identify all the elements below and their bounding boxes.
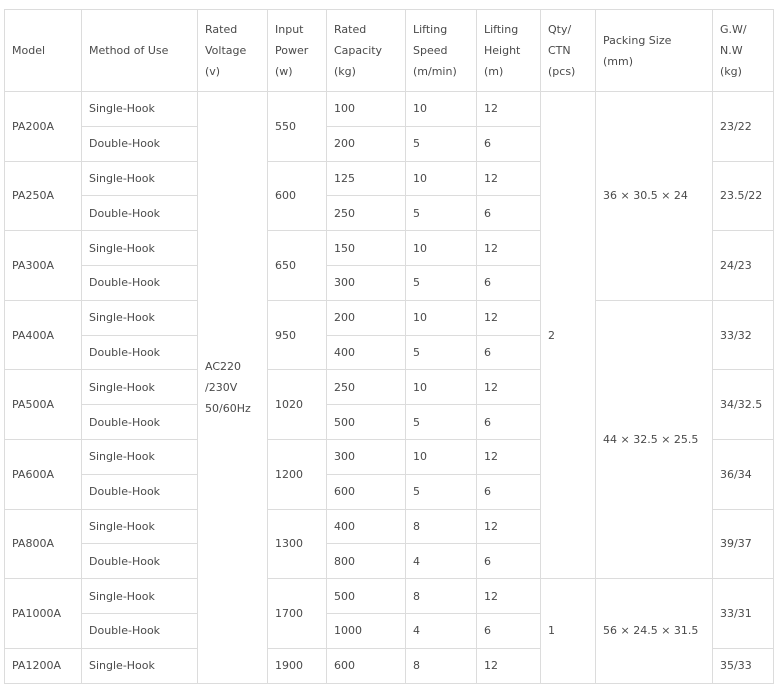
header-qty [541, 10, 596, 92]
height-cell: 12 [477, 161, 541, 196]
header-text: N.W [720, 44, 743, 57]
height-cell: 12 [477, 300, 541, 335]
speed-cell: 5 [406, 196, 477, 231]
header-text: Input [275, 23, 304, 36]
speed-cell: 5 [406, 335, 477, 370]
header-voltage [198, 10, 268, 92]
header-text: (m/min) [413, 65, 457, 78]
voltage-cell [198, 92, 268, 684]
capacity-cell: 600 [327, 648, 406, 683]
height-cell: 12 [477, 648, 541, 683]
voltage-text: AC220 [205, 359, 242, 373]
method-cell: Single-Hook [82, 439, 198, 474]
power-cell: 650 [268, 231, 327, 301]
capacity-cell: 300 [327, 439, 406, 474]
header-text: Method of Use [89, 44, 169, 57]
header-text: Power [275, 44, 309, 57]
header-text: Height [484, 44, 521, 57]
header-height [477, 10, 541, 92]
method-cell: Double-Hook [82, 265, 198, 300]
power-cell: 1700 [268, 579, 327, 649]
speed-cell: 5 [406, 405, 477, 440]
height-cell: 6 [477, 126, 541, 161]
header-text: (kg) [334, 65, 356, 78]
weight-cell: 39/37 [713, 509, 774, 579]
header-text: Rated [334, 23, 367, 36]
table-row [5, 92, 774, 127]
height-cell: 12 [477, 509, 541, 544]
power-cell: 1200 [268, 439, 327, 509]
header-weight [713, 10, 774, 92]
weight-cell: 33/31 [713, 579, 774, 649]
speed-cell: 10 [406, 161, 477, 196]
table-row [5, 579, 774, 614]
header-text: Capacity [334, 44, 383, 57]
method-cell: Double-Hook [82, 544, 198, 579]
capacity-cell: 100 [327, 92, 406, 127]
speed-cell: 8 [406, 648, 477, 683]
weight-cell: 35/33 [713, 648, 774, 683]
method-cell: Double-Hook [82, 335, 198, 370]
speed-cell: 8 [406, 579, 477, 614]
model-cell: PA250A [5, 161, 82, 231]
model-cell: PA400A [5, 300, 82, 370]
header-power [268, 10, 327, 92]
height-cell: 6 [477, 474, 541, 509]
table-body [5, 92, 774, 684]
power-cell: 550 [268, 92, 327, 162]
height-cell: 6 [477, 544, 541, 579]
header-text: Speed [413, 44, 448, 57]
power-cell: 1300 [268, 509, 327, 579]
method-cell: Double-Hook [82, 405, 198, 440]
header-text: (pcs) [548, 65, 576, 78]
method-cell: Single-Hook [82, 509, 198, 544]
weight-cell: 33/32 [713, 300, 774, 370]
packing-size-cell: 44 × 32.5 × 25.5 [596, 300, 713, 578]
weight-cell: 24/23 [713, 231, 774, 301]
method-cell: Single-Hook [82, 231, 198, 266]
capacity-cell: 125 [327, 161, 406, 196]
height-cell: 6 [477, 405, 541, 440]
speed-cell: 8 [406, 509, 477, 544]
speed-cell: 10 [406, 370, 477, 405]
model-cell: PA300A [5, 231, 82, 301]
header-text: Model [12, 44, 46, 57]
height-cell: 6 [477, 335, 541, 370]
speed-cell: 5 [406, 265, 477, 300]
header-text: (mm) [603, 54, 634, 68]
speed-cell: 4 [406, 613, 477, 648]
capacity-cell: 1000 [327, 613, 406, 648]
voltage-text: 50/60Hz [205, 401, 251, 415]
method-cell: Double-Hook [82, 474, 198, 509]
weight-cell: 23.5/22 [713, 161, 774, 231]
weight-cell: 23/22 [713, 92, 774, 162]
header-method [82, 10, 198, 92]
height-cell: 6 [477, 196, 541, 231]
table-header [5, 10, 774, 92]
header-text: (kg) [720, 65, 742, 78]
speed-cell: 10 [406, 439, 477, 474]
capacity-cell: 500 [327, 579, 406, 614]
height-cell: 6 [477, 265, 541, 300]
packing-size-cell: 36 × 30.5 × 24 [596, 92, 713, 301]
method-cell: Single-Hook [82, 370, 198, 405]
capacity-cell: 500 [327, 405, 406, 440]
table-row [5, 300, 774, 335]
weight-cell: 36/34 [713, 439, 774, 509]
capacity-cell: 250 [327, 196, 406, 231]
capacity-cell: 200 [327, 126, 406, 161]
header-text: G.W/ [720, 23, 747, 36]
method-cell: Single-Hook [82, 579, 198, 614]
header-speed [406, 10, 477, 92]
header-text: Lifting [484, 23, 519, 36]
header-text: (m) [484, 65, 504, 78]
method-cell: Single-Hook [82, 161, 198, 196]
method-cell: Double-Hook [82, 613, 198, 648]
packing-size-cell: 56 × 24.5 × 31.5 [596, 579, 713, 683]
method-cell: Single-Hook [82, 300, 198, 335]
capacity-cell: 200 [327, 300, 406, 335]
header-text: (v) [205, 65, 221, 78]
height-cell: 12 [477, 579, 541, 614]
model-cell: PA500A [5, 370, 82, 440]
model-cell: PA1200A [5, 648, 82, 683]
header-text: Rated [205, 23, 238, 36]
height-cell: 12 [477, 439, 541, 474]
header-capacity [327, 10, 406, 92]
header-packing [596, 10, 713, 92]
method-cell: Single-Hook [82, 648, 198, 683]
header-text: Voltage [205, 44, 247, 57]
power-cell: 950 [268, 300, 327, 370]
capacity-cell: 400 [327, 335, 406, 370]
header-text: Packing Size [603, 33, 672, 47]
model-cell: PA600A [5, 439, 82, 509]
spec-table [4, 9, 774, 684]
voltage-text: /230V [205, 380, 238, 394]
power-cell: 1020 [268, 370, 327, 440]
qty-cell: 1 [541, 579, 596, 683]
header-text: Qty/ [548, 23, 572, 36]
power-cell: 1900 [268, 648, 327, 683]
speed-cell: 10 [406, 92, 477, 127]
qty-cell: 2 [541, 92, 596, 579]
method-cell: Double-Hook [82, 126, 198, 161]
header-text: CTN [548, 44, 571, 57]
capacity-cell: 400 [327, 509, 406, 544]
height-cell: 12 [477, 231, 541, 266]
speed-cell: 10 [406, 231, 477, 266]
height-cell: 6 [477, 613, 541, 648]
speed-cell: 4 [406, 544, 477, 579]
capacity-cell: 150 [327, 231, 406, 266]
power-cell: 600 [268, 161, 327, 231]
model-cell: PA1000A [5, 579, 82, 649]
weight-cell: 34/32.5 [713, 370, 774, 440]
capacity-cell: 600 [327, 474, 406, 509]
header-row [5, 10, 774, 92]
capacity-cell: 250 [327, 370, 406, 405]
method-cell: Single-Hook [82, 92, 198, 127]
speed-cell: 5 [406, 474, 477, 509]
method-cell: Double-Hook [82, 196, 198, 231]
header-model [5, 10, 82, 92]
capacity-cell: 300 [327, 265, 406, 300]
height-cell: 12 [477, 92, 541, 127]
header-text: Lifting [413, 23, 448, 36]
speed-cell: 5 [406, 126, 477, 161]
speed-cell: 10 [406, 300, 477, 335]
height-cell: 12 [477, 370, 541, 405]
header-text: (w) [275, 65, 293, 78]
model-cell: PA200A [5, 92, 82, 162]
model-cell: PA800A [5, 509, 82, 579]
capacity-cell: 800 [327, 544, 406, 579]
